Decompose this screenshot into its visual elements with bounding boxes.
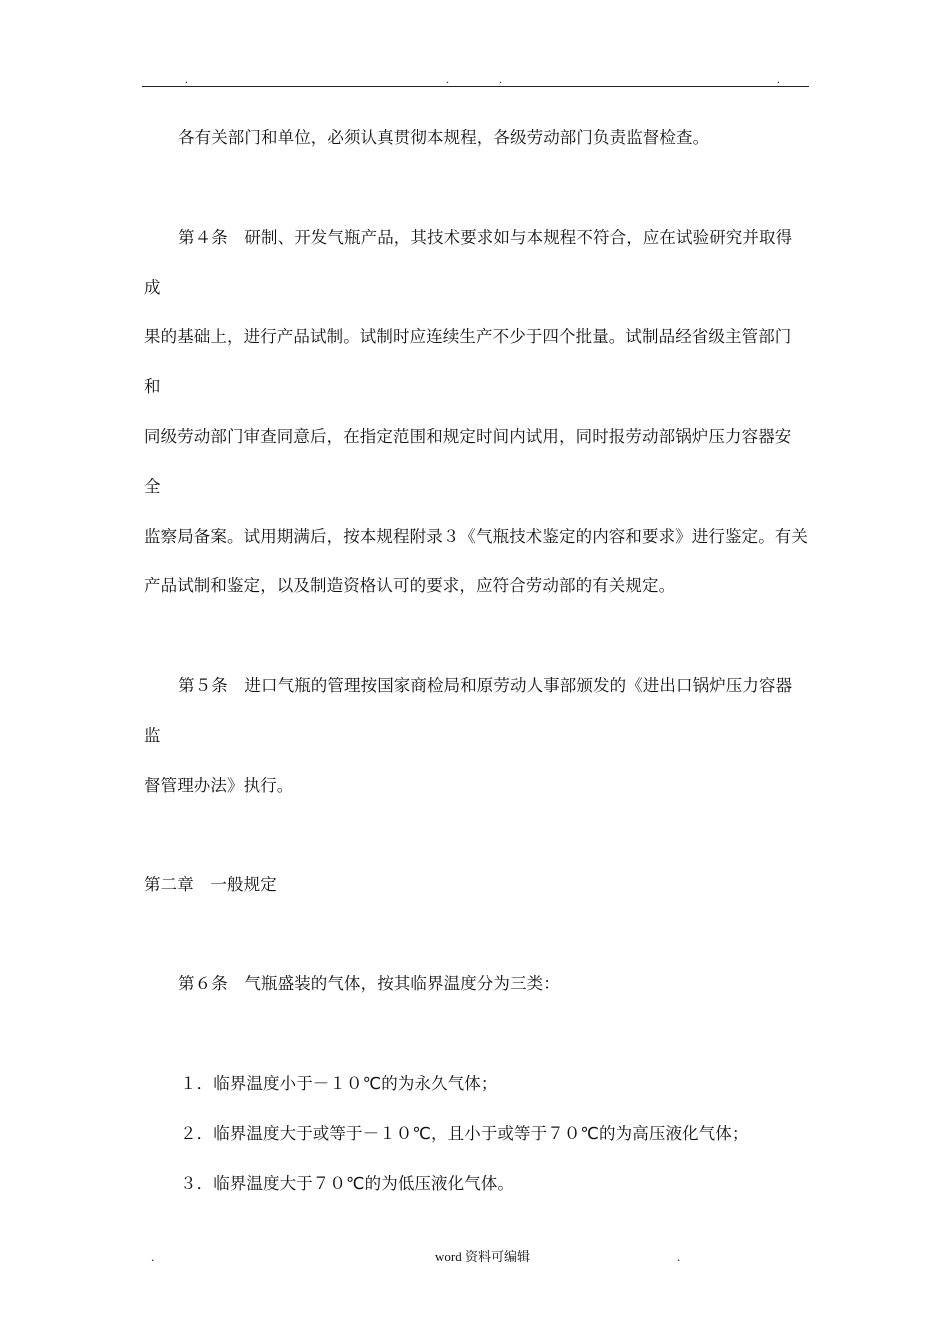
list-item: ３．临界温度大于７０℃的为低压液化气体。 bbox=[180, 1174, 515, 1193]
article-6-heading-line: 第６条 气瓶盛装的气体，按其临界温度分为三类： bbox=[178, 974, 560, 993]
paragraph-line: 产品试制和鉴定，以及制造资格认可的要求，应符合劳动部的有关规定。 bbox=[144, 576, 676, 595]
paragraph-line: 同级劳动部门审查同意后，在指定范围和规定时间内试用，同时报劳动部锅炉压力容器安 bbox=[144, 427, 792, 446]
list-item: １．临界温度小于－１０℃的为永久气体； bbox=[180, 1074, 498, 1093]
paragraph-line: 成 bbox=[144, 278, 161, 297]
article-4-heading-line: 第４条 研制、开发气瓶产品，其技术要求如与本规程不符合，应在试验研究并取得 bbox=[178, 228, 793, 247]
paragraph-line: 和 bbox=[144, 377, 161, 396]
paragraph-line: 监 bbox=[144, 726, 161, 745]
header-dot: . bbox=[777, 72, 780, 86]
paragraph-line: 果的基础上，进行产品试制。试制时应连续生产不少于四个批量。试制品经省级主管部门 bbox=[144, 327, 792, 346]
chapter-heading: 第二章 一般规定 bbox=[144, 875, 277, 894]
footer-dot: . bbox=[677, 1249, 681, 1264]
footer-dot: . bbox=[151, 1249, 155, 1264]
paragraph-line: 督管理办法》执行。 bbox=[144, 776, 294, 795]
footer-text: word 资料可编辑 bbox=[435, 1249, 530, 1264]
paragraph-line: 各有关部门和单位，必须认真贯彻本规程，各级劳动部门负责监督检查。 bbox=[178, 128, 710, 147]
header-dot: . bbox=[499, 72, 502, 86]
article-5-heading-line: 第５条 进口气瓶的管理按国家商检局和原劳动人事部颁发的《进出口锅炉压力容器 bbox=[178, 676, 793, 695]
list-item: ２．临界温度大于或等于－１０℃，且小于或等于７０℃的为高压液化气体； bbox=[180, 1124, 749, 1143]
header-dot: . bbox=[185, 72, 188, 86]
paragraph-line: 全 bbox=[144, 477, 161, 496]
header-dot: . bbox=[446, 72, 449, 86]
paragraph-line: 监察局备案。试用期满后，按本规程附录３《气瓶技术鉴定的内容和要求》进行鉴定。有关 bbox=[144, 527, 808, 546]
header-divider bbox=[142, 86, 809, 87]
